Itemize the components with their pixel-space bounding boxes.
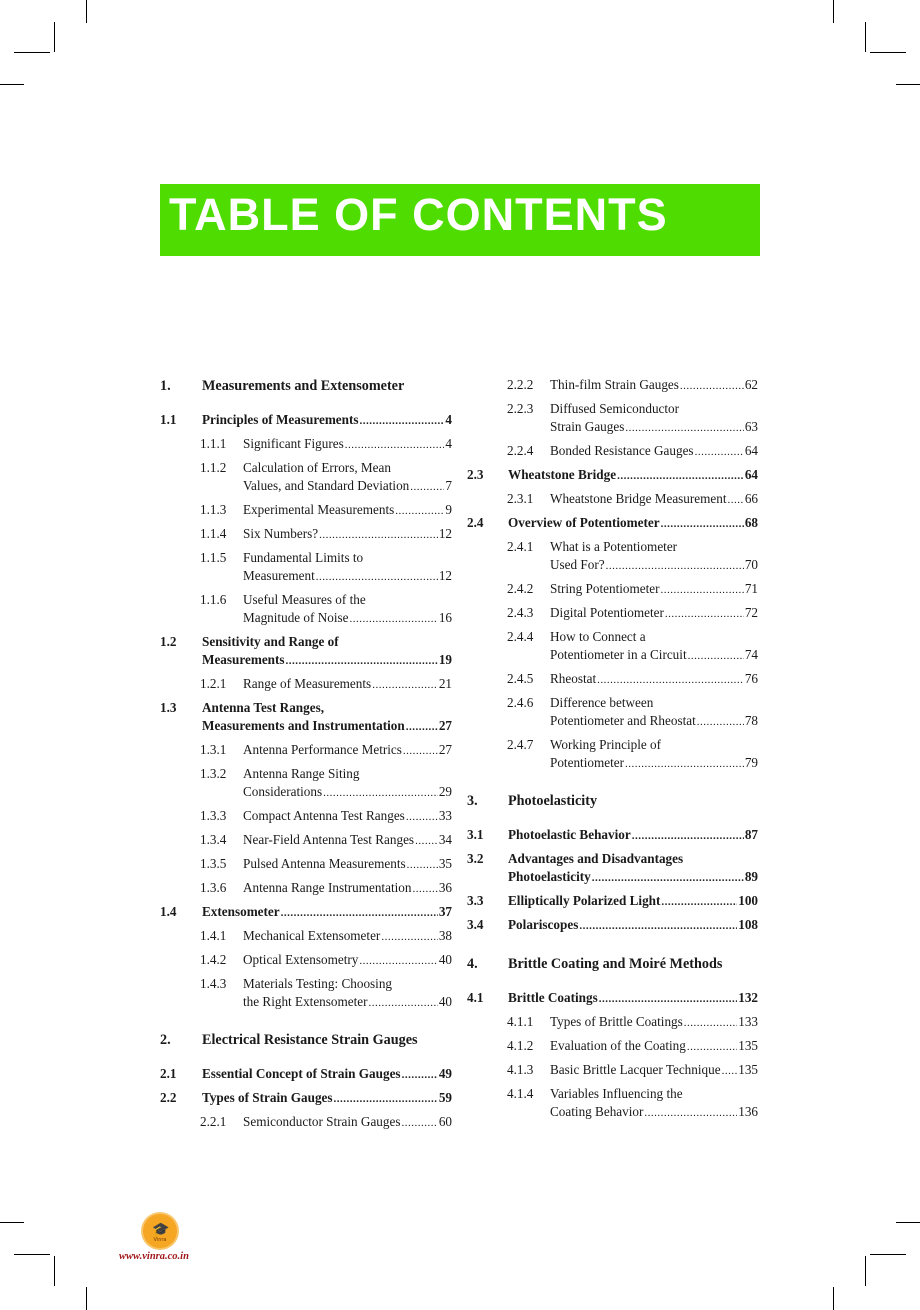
toc-number: 2. xyxy=(160,1032,171,1048)
toc-title-line: Sensitivity and Range of xyxy=(202,634,339,649)
dot-leader xyxy=(680,377,744,394)
dot-leader xyxy=(688,647,744,664)
toc-title xyxy=(550,376,758,394)
dot-leader xyxy=(661,515,744,532)
toc-title-line: Significant Figures xyxy=(243,436,344,451)
dot-leader xyxy=(625,755,744,772)
toc-number: 2.4.1 xyxy=(507,539,534,554)
toc-page-number: 19 xyxy=(438,652,452,667)
toc-entry[interactable] xyxy=(0,1061,920,1079)
toc-page-number: 136 xyxy=(738,1104,758,1119)
dot-leader xyxy=(617,467,744,484)
toc-title-line: Measurements and Extensometer xyxy=(202,378,405,394)
toc-page-number: 64 xyxy=(744,467,758,482)
toc-number: 1.1.1 xyxy=(200,436,227,451)
toc-page-number: 12 xyxy=(438,568,452,583)
crop-mark xyxy=(870,52,906,53)
toc-title xyxy=(550,604,758,622)
dot-leader xyxy=(661,581,744,598)
toc-entry[interactable] xyxy=(0,826,920,844)
toc-page-number: 4 xyxy=(445,412,452,427)
toc-number: 1.1.3 xyxy=(200,502,227,517)
dot-leader xyxy=(597,671,744,688)
toc-title-line: Overview of Potentiometer xyxy=(508,515,660,530)
toc-title-line: Elliptically Polarized Light xyxy=(508,893,661,908)
toc-title-line: Working Principle of xyxy=(550,737,662,752)
dot-leader xyxy=(599,990,737,1007)
toc-number: 4.1.1 xyxy=(507,1014,534,1029)
toc-page-number: 21 xyxy=(438,676,452,691)
toc-page-number: 132 xyxy=(738,990,758,1005)
toc-number: 2.2.2 xyxy=(507,377,534,392)
toc-title-line: Rheostat xyxy=(550,671,597,686)
toc-title-line: String Potentiometer xyxy=(550,581,660,596)
toc-number: 2.4.7 xyxy=(507,737,534,752)
toc-title xyxy=(550,694,758,730)
toc-title-line: Antenna Range Siting xyxy=(243,766,360,781)
crop-mark xyxy=(86,0,87,23)
toc-entry[interactable] xyxy=(0,490,920,508)
toc-number: 1.3.4 xyxy=(200,832,227,847)
toc-title-line: Measurement xyxy=(243,568,315,583)
toc-title xyxy=(508,989,758,1007)
toc-title-line: Fundamental Limits to xyxy=(243,550,364,565)
toc-page-number: 66 xyxy=(744,491,758,506)
toc-title-line: Thin-film Strain Gauges xyxy=(550,377,679,392)
toc-page-number: 12 xyxy=(438,526,452,541)
crop-mark xyxy=(865,22,866,52)
toc-page-number: 78 xyxy=(744,713,758,728)
toc-page-number: 35 xyxy=(438,856,452,871)
toc-title-line: Strain Gauges xyxy=(550,419,625,434)
toc-title-line: Experimental Measurements xyxy=(243,502,395,517)
toc-number: 2.2.1 xyxy=(200,1114,227,1129)
toc-title-line: Wheatstone Bridge xyxy=(508,467,617,482)
toc-title-line: Potentiometer and Rheostat xyxy=(550,713,696,728)
toc-page-number: 4 xyxy=(445,436,452,451)
dot-leader xyxy=(606,557,744,574)
dot-leader xyxy=(661,893,737,910)
crop-mark xyxy=(86,1287,87,1310)
toc-number: 1.3.2 xyxy=(200,766,227,781)
toc-number: 2.2 xyxy=(160,1090,177,1105)
toc-number: 1.4.3 xyxy=(200,976,227,991)
toc-number: 4.1.2 xyxy=(507,1038,534,1053)
toc-number: 1.4 xyxy=(160,904,177,919)
toc-entry[interactable] xyxy=(0,850,920,886)
dot-leader xyxy=(697,713,744,730)
toc-title xyxy=(550,1061,758,1079)
toc-page-number: 79 xyxy=(744,755,758,770)
toc-title xyxy=(508,792,758,810)
toc-number: 2.2.4 xyxy=(507,443,534,458)
toc-entry[interactable] xyxy=(0,670,920,688)
toc-entry[interactable] xyxy=(0,466,920,484)
toc-page-number: 27 xyxy=(438,742,452,757)
toc-page-number: 59 xyxy=(438,1090,452,1105)
toc-number: 1.1 xyxy=(160,412,177,427)
toc-page-number: 108 xyxy=(738,917,758,932)
toc-title xyxy=(508,826,758,844)
toc-title-line: Evaluation of the Coating xyxy=(550,1038,686,1053)
toc-number: 1.2 xyxy=(160,634,177,649)
toc-entry[interactable] xyxy=(0,514,920,532)
toc-number: 4.1 xyxy=(467,990,484,1005)
toc-page-number: 37 xyxy=(438,904,452,919)
toc-page-number: 135 xyxy=(738,1062,758,1077)
crop-mark xyxy=(833,0,834,23)
toc-title xyxy=(550,400,758,436)
toc-page-number: 87 xyxy=(744,827,758,842)
toc-number: 1.3 xyxy=(160,700,177,715)
dot-leader xyxy=(406,808,438,825)
toc-title-line: Used For? xyxy=(550,557,605,572)
toc-number: 2.4 xyxy=(467,515,484,530)
crop-mark xyxy=(896,84,920,85)
toc-entry[interactable] xyxy=(0,628,920,664)
toc-entry[interactable] xyxy=(0,694,920,730)
toc-number: 1.3.6 xyxy=(200,880,227,895)
toc-title xyxy=(508,466,758,484)
toc-entry[interactable] xyxy=(0,400,920,436)
toc-number: 1. xyxy=(160,378,171,394)
toc-title-line: Advantages and Disadvantages xyxy=(508,851,684,866)
toc-number: 1.4.2 xyxy=(200,952,227,967)
dot-leader xyxy=(592,869,744,886)
toc-page-number: 60 xyxy=(438,1114,452,1129)
toc-title-line: Wheatstone Bridge Measurement xyxy=(550,491,727,506)
toc-page-number: 71 xyxy=(744,581,758,596)
dot-leader xyxy=(687,1038,737,1055)
toc-title-line: Essential Concept of Strain Gauges xyxy=(202,1066,401,1081)
toc-title-line: Digital Potentiometer xyxy=(550,605,664,620)
toc-page-number: 133 xyxy=(738,1014,758,1029)
toc-entry[interactable] xyxy=(0,955,920,973)
crop-mark xyxy=(14,1254,50,1255)
toc-title-line: Antenna Test Ranges, xyxy=(202,700,325,715)
toc-entry[interactable] xyxy=(0,442,920,460)
toc-page-number: 40 xyxy=(438,994,452,1009)
toc-page-number: 36 xyxy=(438,880,452,895)
crop-mark xyxy=(896,1222,920,1223)
graduation-cap-icon: 🎓 xyxy=(152,1222,170,1238)
toc-title-line: Diffused Semiconductor xyxy=(550,401,680,416)
toc-title-line: Potentiometer xyxy=(550,755,624,770)
toc-title-line: Difference between xyxy=(550,695,654,710)
toc-page-number: 7 xyxy=(445,478,452,493)
dot-leader xyxy=(632,827,744,844)
dot-leader xyxy=(665,605,744,622)
crop-mark xyxy=(865,1256,866,1286)
toc-title-line: Variables Influencing the xyxy=(550,1086,683,1101)
toc-title-line: Optical Extensometry xyxy=(243,952,359,967)
toc-title-line: Considerations xyxy=(243,784,323,799)
toc-title-line: Range of Measurements xyxy=(243,676,372,691)
toc-page-number: 49 xyxy=(438,1066,452,1081)
toc-page-number: 16 xyxy=(438,610,452,625)
toc-page-number: 27 xyxy=(438,718,452,733)
crop-mark xyxy=(54,1256,55,1286)
toc-title xyxy=(508,916,758,934)
toc-entry[interactable] xyxy=(0,1037,920,1055)
crop-mark xyxy=(870,1254,906,1255)
toc-title-line: Brittle Coating and Moiré Methods xyxy=(508,956,723,972)
crop-mark xyxy=(54,22,55,52)
toc-title xyxy=(508,955,758,973)
title-banner xyxy=(160,184,760,256)
toc-title-line: Principles of Measurements xyxy=(202,412,359,427)
toc-entry[interactable] xyxy=(0,1085,920,1121)
toc-title-line: the Right Extensometer xyxy=(243,994,368,1009)
toc-title xyxy=(550,1013,758,1031)
toc-title xyxy=(508,892,758,910)
toc-title-line: Pulsed Antenna Measurements xyxy=(243,856,406,871)
toc-title-line: Photoelasticity xyxy=(508,793,598,809)
publisher-url[interactable]: www.vinra.co.in xyxy=(119,1251,189,1262)
dot-leader xyxy=(625,419,743,436)
toc-number: 1.1.6 xyxy=(200,592,227,607)
toc-title-line: Materials Testing: Choosing xyxy=(243,976,393,991)
toc-number: 4. xyxy=(467,956,478,972)
toc-title-line: Antenna Performance Metrics xyxy=(243,742,402,757)
toc-page-number: 89 xyxy=(744,869,758,884)
toc-title xyxy=(508,850,758,886)
toc-page-number: 33 xyxy=(438,808,452,823)
toc-title-line: Measurements and Instrumentation xyxy=(202,718,405,733)
toc-title-line: Electrical Resistance Strain Gauges xyxy=(202,1032,418,1048)
crop-mark xyxy=(14,52,50,53)
toc-number: 2.4.4 xyxy=(507,629,534,644)
toc-title-line: Photoelasticity xyxy=(508,869,591,884)
toc-title-line: Types of Brittle Coatings xyxy=(550,1014,683,1029)
toc-number: 2.2.3 xyxy=(507,401,534,416)
toc-entry[interactable] xyxy=(0,376,920,394)
toc-entry[interactable] xyxy=(0,736,920,772)
toc-title xyxy=(550,670,758,688)
toc-title-line: Coating Behavior xyxy=(550,1104,644,1119)
toc-number: 2.4.2 xyxy=(507,581,534,596)
toc-title-line: Measurements xyxy=(202,652,285,667)
toc-number: 1.3.3 xyxy=(200,808,227,823)
toc-title xyxy=(550,1037,758,1055)
toc-page-number: 76 xyxy=(744,671,758,686)
crop-mark xyxy=(0,84,24,85)
toc-number: 1.3.1 xyxy=(200,742,227,757)
toc-number: 2.4.6 xyxy=(507,695,534,710)
crop-mark xyxy=(0,1222,24,1223)
dot-leader xyxy=(728,491,744,508)
toc-page-number: 34 xyxy=(438,832,452,847)
toc-title-line: Potentiometer in a Circuit xyxy=(550,647,687,662)
dot-leader xyxy=(722,1062,738,1079)
toc-page-number: 135 xyxy=(738,1038,758,1053)
toc-title-line: Bonded Resistance Gauges xyxy=(550,443,694,458)
toc-title xyxy=(550,580,758,598)
toc-title-line: Brittle Coatings xyxy=(508,990,598,1005)
publisher-logo xyxy=(143,1214,177,1248)
page-title: TABLE OF CONTENTS xyxy=(169,189,668,240)
toc-title-line: Values, and Standard Deviation xyxy=(243,478,410,493)
toc-page-number: 72 xyxy=(744,605,758,620)
toc-number: 1.2.1 xyxy=(200,676,227,691)
logo-text: Vinra xyxy=(153,1237,167,1243)
toc-number: 1.1.2 xyxy=(200,460,227,475)
toc-title-line: Magnitude of Noise xyxy=(243,610,349,625)
dot-leader xyxy=(695,443,744,460)
toc-title xyxy=(550,442,758,460)
toc-number: 2.4.5 xyxy=(507,671,534,686)
toc-title-line: Extensometer xyxy=(202,904,280,919)
toc-title xyxy=(550,736,758,772)
toc-page-number: 64 xyxy=(744,443,758,458)
toc-title-line: Polariscopes xyxy=(508,917,579,932)
toc-entry[interactable] xyxy=(0,916,920,934)
toc-page-number: 63 xyxy=(744,419,758,434)
toc-number: 1.4.1 xyxy=(200,928,227,943)
toc-entry[interactable] xyxy=(0,1013,920,1031)
toc-title xyxy=(508,514,758,532)
toc-number: 1.3.5 xyxy=(200,856,227,871)
toc-number: 2.1 xyxy=(160,1066,177,1081)
toc-number: 3.1 xyxy=(467,827,484,842)
toc-page-number: 40 xyxy=(438,952,452,967)
toc-page-number: 100 xyxy=(738,893,758,908)
toc-entry[interactable] xyxy=(0,792,920,810)
dot-leader xyxy=(684,1014,737,1031)
toc-number: 2.4.3 xyxy=(507,605,534,620)
toc-title-line: Types of Strain Gauges xyxy=(202,1090,333,1105)
toc-page-number: 29 xyxy=(438,784,452,799)
toc-page-number: 62 xyxy=(744,377,758,392)
toc-page-number: 38 xyxy=(438,928,452,943)
crop-mark xyxy=(833,1287,834,1310)
toc-title-line: How to Connect a xyxy=(550,629,646,644)
toc-page-number: 9 xyxy=(445,502,452,517)
toc-entry[interactable] xyxy=(0,892,920,910)
toc-title-line: Six Numbers? xyxy=(243,526,319,541)
toc-title-line: Antenna Range Instrumentation xyxy=(243,880,412,895)
toc-title-line: Near-Field Antenna Test Ranges xyxy=(243,832,415,847)
toc-number: 3.4 xyxy=(467,917,484,932)
toc-entry[interactable] xyxy=(0,604,920,622)
toc-number: 4.1.3 xyxy=(507,1062,534,1077)
toc-title-line: Photoelastic Behavior xyxy=(508,827,631,842)
toc-title-line: Mechanical Extensometer xyxy=(243,928,381,943)
toc-title-line: Useful Measures of the xyxy=(243,592,366,607)
dot-leader xyxy=(579,917,737,934)
toc-number: 3.3 xyxy=(467,893,484,908)
toc-page-number: 70 xyxy=(744,557,758,572)
toc-title-line: What is a Potentiometer xyxy=(550,539,678,554)
toc-page-number: 74 xyxy=(744,647,758,662)
toc-number: 2.3.1 xyxy=(507,491,534,506)
toc-number: 1.1.4 xyxy=(200,526,227,541)
toc-title xyxy=(550,538,758,574)
toc-title xyxy=(550,490,758,508)
toc-number: 3. xyxy=(467,793,478,809)
toc-title-line: Compact Antenna Test Ranges xyxy=(243,808,405,823)
toc-number: 3.2 xyxy=(467,851,484,866)
toc-entry[interactable] xyxy=(0,538,920,574)
toc-entry[interactable] xyxy=(0,989,920,1007)
toc-title-line: Calculation of Errors, Mean xyxy=(243,460,391,475)
dot-leader xyxy=(644,1104,737,1121)
toc-title xyxy=(550,628,758,664)
toc-entry[interactable] xyxy=(0,580,920,598)
toc-page-number: 68 xyxy=(744,515,758,530)
toc-title-line: Semiconductor Strain Gauges xyxy=(243,1114,401,1129)
toc-title-line: Basic Brittle Lacquer Technique xyxy=(550,1062,721,1077)
toc-title xyxy=(550,1085,758,1121)
toc-number: 4.1.4 xyxy=(507,1086,534,1101)
toc-number: 2.3 xyxy=(467,467,484,482)
toc-number: 1.1.5 xyxy=(200,550,227,565)
